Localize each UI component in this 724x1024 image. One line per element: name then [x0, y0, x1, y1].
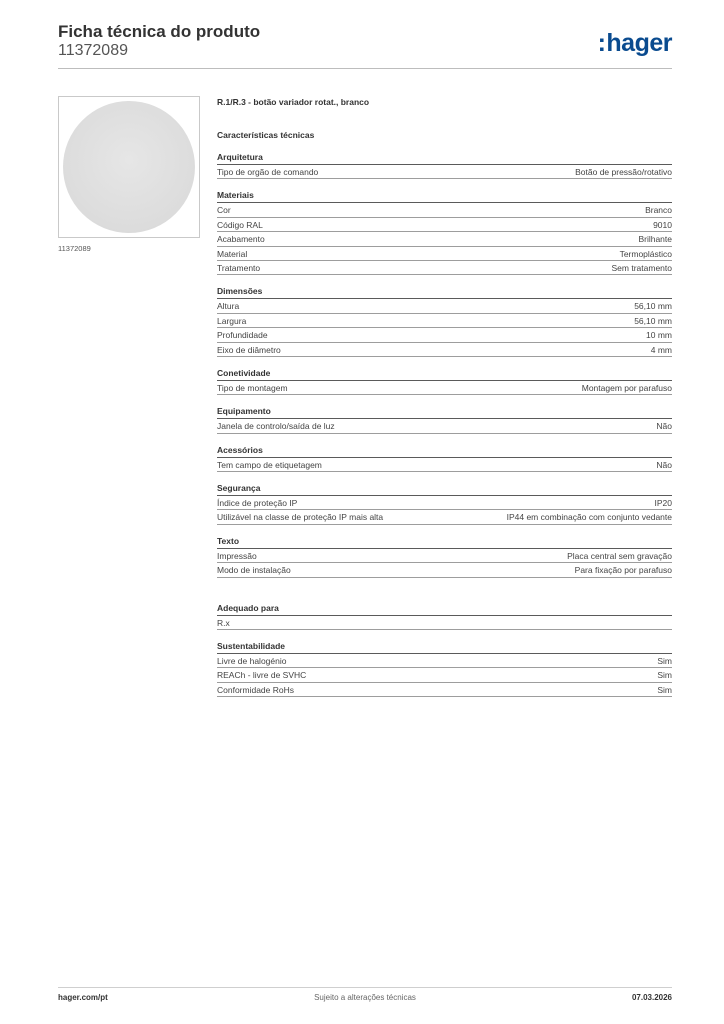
- spec-row: [217, 314, 672, 328]
- spec-section: [217, 482, 672, 525]
- spec-value: Não: [656, 459, 672, 470]
- spec-label: Material: [217, 248, 248, 259]
- spec-section: [217, 640, 672, 697]
- document-title: Ficha técnica do produto: [58, 22, 261, 41]
- section-title: Arquitetura: [217, 151, 672, 165]
- spec-value: Não: [656, 421, 672, 432]
- spec-label: Tipo de orgão de comando: [217, 167, 319, 177]
- spec-value: Montagem por parafuso: [581, 382, 672, 393]
- section-gap: [217, 472, 672, 482]
- spec-section: [217, 444, 672, 472]
- spec-label: Altura: [217, 301, 240, 312]
- section-gap: [217, 275, 672, 285]
- spec-value: Sim: [657, 684, 672, 695]
- spec-label: Tratamento: [217, 262, 261, 273]
- section-title: Conetividade: [217, 367, 672, 381]
- spec-value: Botão de pressão/rotativo: [575, 167, 672, 177]
- spec-value: Placa central sem gravação: [567, 550, 672, 561]
- spec-label: Tem campo de etiquetagem: [217, 459, 322, 470]
- spec-value: 56,10 mm: [634, 315, 672, 326]
- spec-row: [217, 549, 672, 563]
- spec-row: [217, 496, 672, 510]
- spec-label: Código RAL: [217, 219, 263, 230]
- spec-label: REACh - livre de SVHC: [217, 670, 307, 681]
- spec-label: R.x: [217, 617, 230, 628]
- spec-label: Janela de controlo/saída de luz: [217, 421, 335, 432]
- spec-label: Acabamento: [217, 234, 265, 245]
- spec-row: [217, 419, 672, 433]
- spec-value: IP44 em combinação com conjunto vedante: [506, 512, 672, 523]
- spec-section: [217, 151, 672, 179]
- spec-row: [217, 232, 672, 246]
- section-gap: [217, 395, 672, 405]
- spec-row: [217, 683, 672, 697]
- section-gap: [217, 434, 672, 444]
- spec-label: Livre de halogénio: [217, 656, 287, 667]
- section-title: Segurança: [217, 482, 672, 496]
- footer-date: 07.03.2026: [631, 993, 672, 1002]
- spec-label: Modo de instalação: [217, 565, 291, 576]
- spec-label: Utilizável na classe de proteção IP mais alta: [217, 512, 384, 523]
- section-title: Dimensões: [217, 285, 672, 299]
- spec-value: Sim: [657, 656, 672, 667]
- spec-row: [217, 343, 672, 357]
- spec-content: [217, 96, 672, 697]
- spec-sections: [217, 151, 672, 697]
- spec-section: [217, 535, 672, 578]
- spec-section: [217, 189, 672, 275]
- section-gap: [217, 578, 672, 602]
- spec-section: [217, 285, 672, 357]
- product-image-frame: [58, 96, 200, 238]
- spec-value: Sem tratamento: [611, 262, 672, 273]
- hager-logo: :hager: [597, 29, 672, 57]
- section-title: Equipamento: [217, 405, 672, 419]
- section-gap: [217, 630, 672, 640]
- product-name: R.1/R.3 - botão variador rotat., branco: [217, 97, 370, 107]
- spec-value: Sim: [657, 670, 672, 681]
- spec-row: [217, 165, 672, 179]
- spec-value: 9010: [653, 219, 672, 230]
- section-title: Materiais: [217, 189, 672, 203]
- tech-title: Características técnicas: [217, 130, 315, 140]
- section-title: Adequado para: [217, 602, 672, 616]
- spec-section: [217, 367, 672, 395]
- spec-label: Eixo de diâmetro: [217, 344, 281, 355]
- spec-label: Impressão: [217, 550, 257, 561]
- spec-row: [217, 563, 672, 577]
- spec-label: Tipo de montagem: [217, 382, 288, 393]
- page-header: [58, 20, 672, 68]
- spec-row: [217, 381, 672, 395]
- section-title: Sustentabilidade: [217, 640, 672, 654]
- spec-section: [217, 602, 672, 630]
- spec-row: [217, 203, 672, 217]
- spec-label: Conformidade RoHs: [217, 684, 295, 695]
- spec-value: Para fixação por parafuso: [574, 565, 672, 576]
- page-footer: [58, 993, 672, 1007]
- spec-label: Índice de proteção IP: [217, 498, 298, 509]
- spec-value: Branco: [645, 205, 672, 216]
- spec-value: 56,10 mm: [634, 301, 672, 312]
- section-gap: [217, 357, 672, 367]
- logo-text: hager: [606, 29, 672, 57]
- spec-value: 4 mm: [650, 344, 672, 355]
- header-divider: [58, 68, 672, 69]
- spec-row: [217, 218, 672, 232]
- section-gap: [217, 179, 672, 189]
- spec-value: 10 mm: [646, 330, 672, 341]
- section-gap: [217, 525, 672, 535]
- spec-row: [217, 261, 672, 275]
- spec-row: [217, 328, 672, 342]
- product-image-caption: 11372089: [58, 244, 91, 253]
- product-number: 11372089: [58, 42, 128, 59]
- section-title: Texto: [217, 535, 672, 549]
- spec-row: [217, 616, 672, 630]
- spec-value: IP20: [654, 498, 672, 509]
- footer-note: Sujeito a alterações técnicas: [314, 993, 416, 1002]
- spec-row: [217, 299, 672, 313]
- footer-website: hager.com/pt: [58, 993, 108, 1002]
- spec-label: Profundidade: [217, 330, 268, 341]
- spec-row: [217, 510, 672, 524]
- spec-row: [217, 458, 672, 472]
- section-title: Acessórios: [217, 444, 672, 458]
- spec-row: [217, 654, 672, 668]
- spec-value: Brilhante: [638, 234, 672, 245]
- spec-row: [217, 668, 672, 682]
- spec-label: Cor: [217, 205, 231, 216]
- spec-value: Termoplástico: [619, 248, 672, 259]
- product-image: [63, 101, 195, 233]
- footer-divider: [58, 987, 672, 988]
- spec-section: [217, 405, 672, 433]
- spec-row: [217, 247, 672, 261]
- spec-label: Largura: [217, 315, 247, 326]
